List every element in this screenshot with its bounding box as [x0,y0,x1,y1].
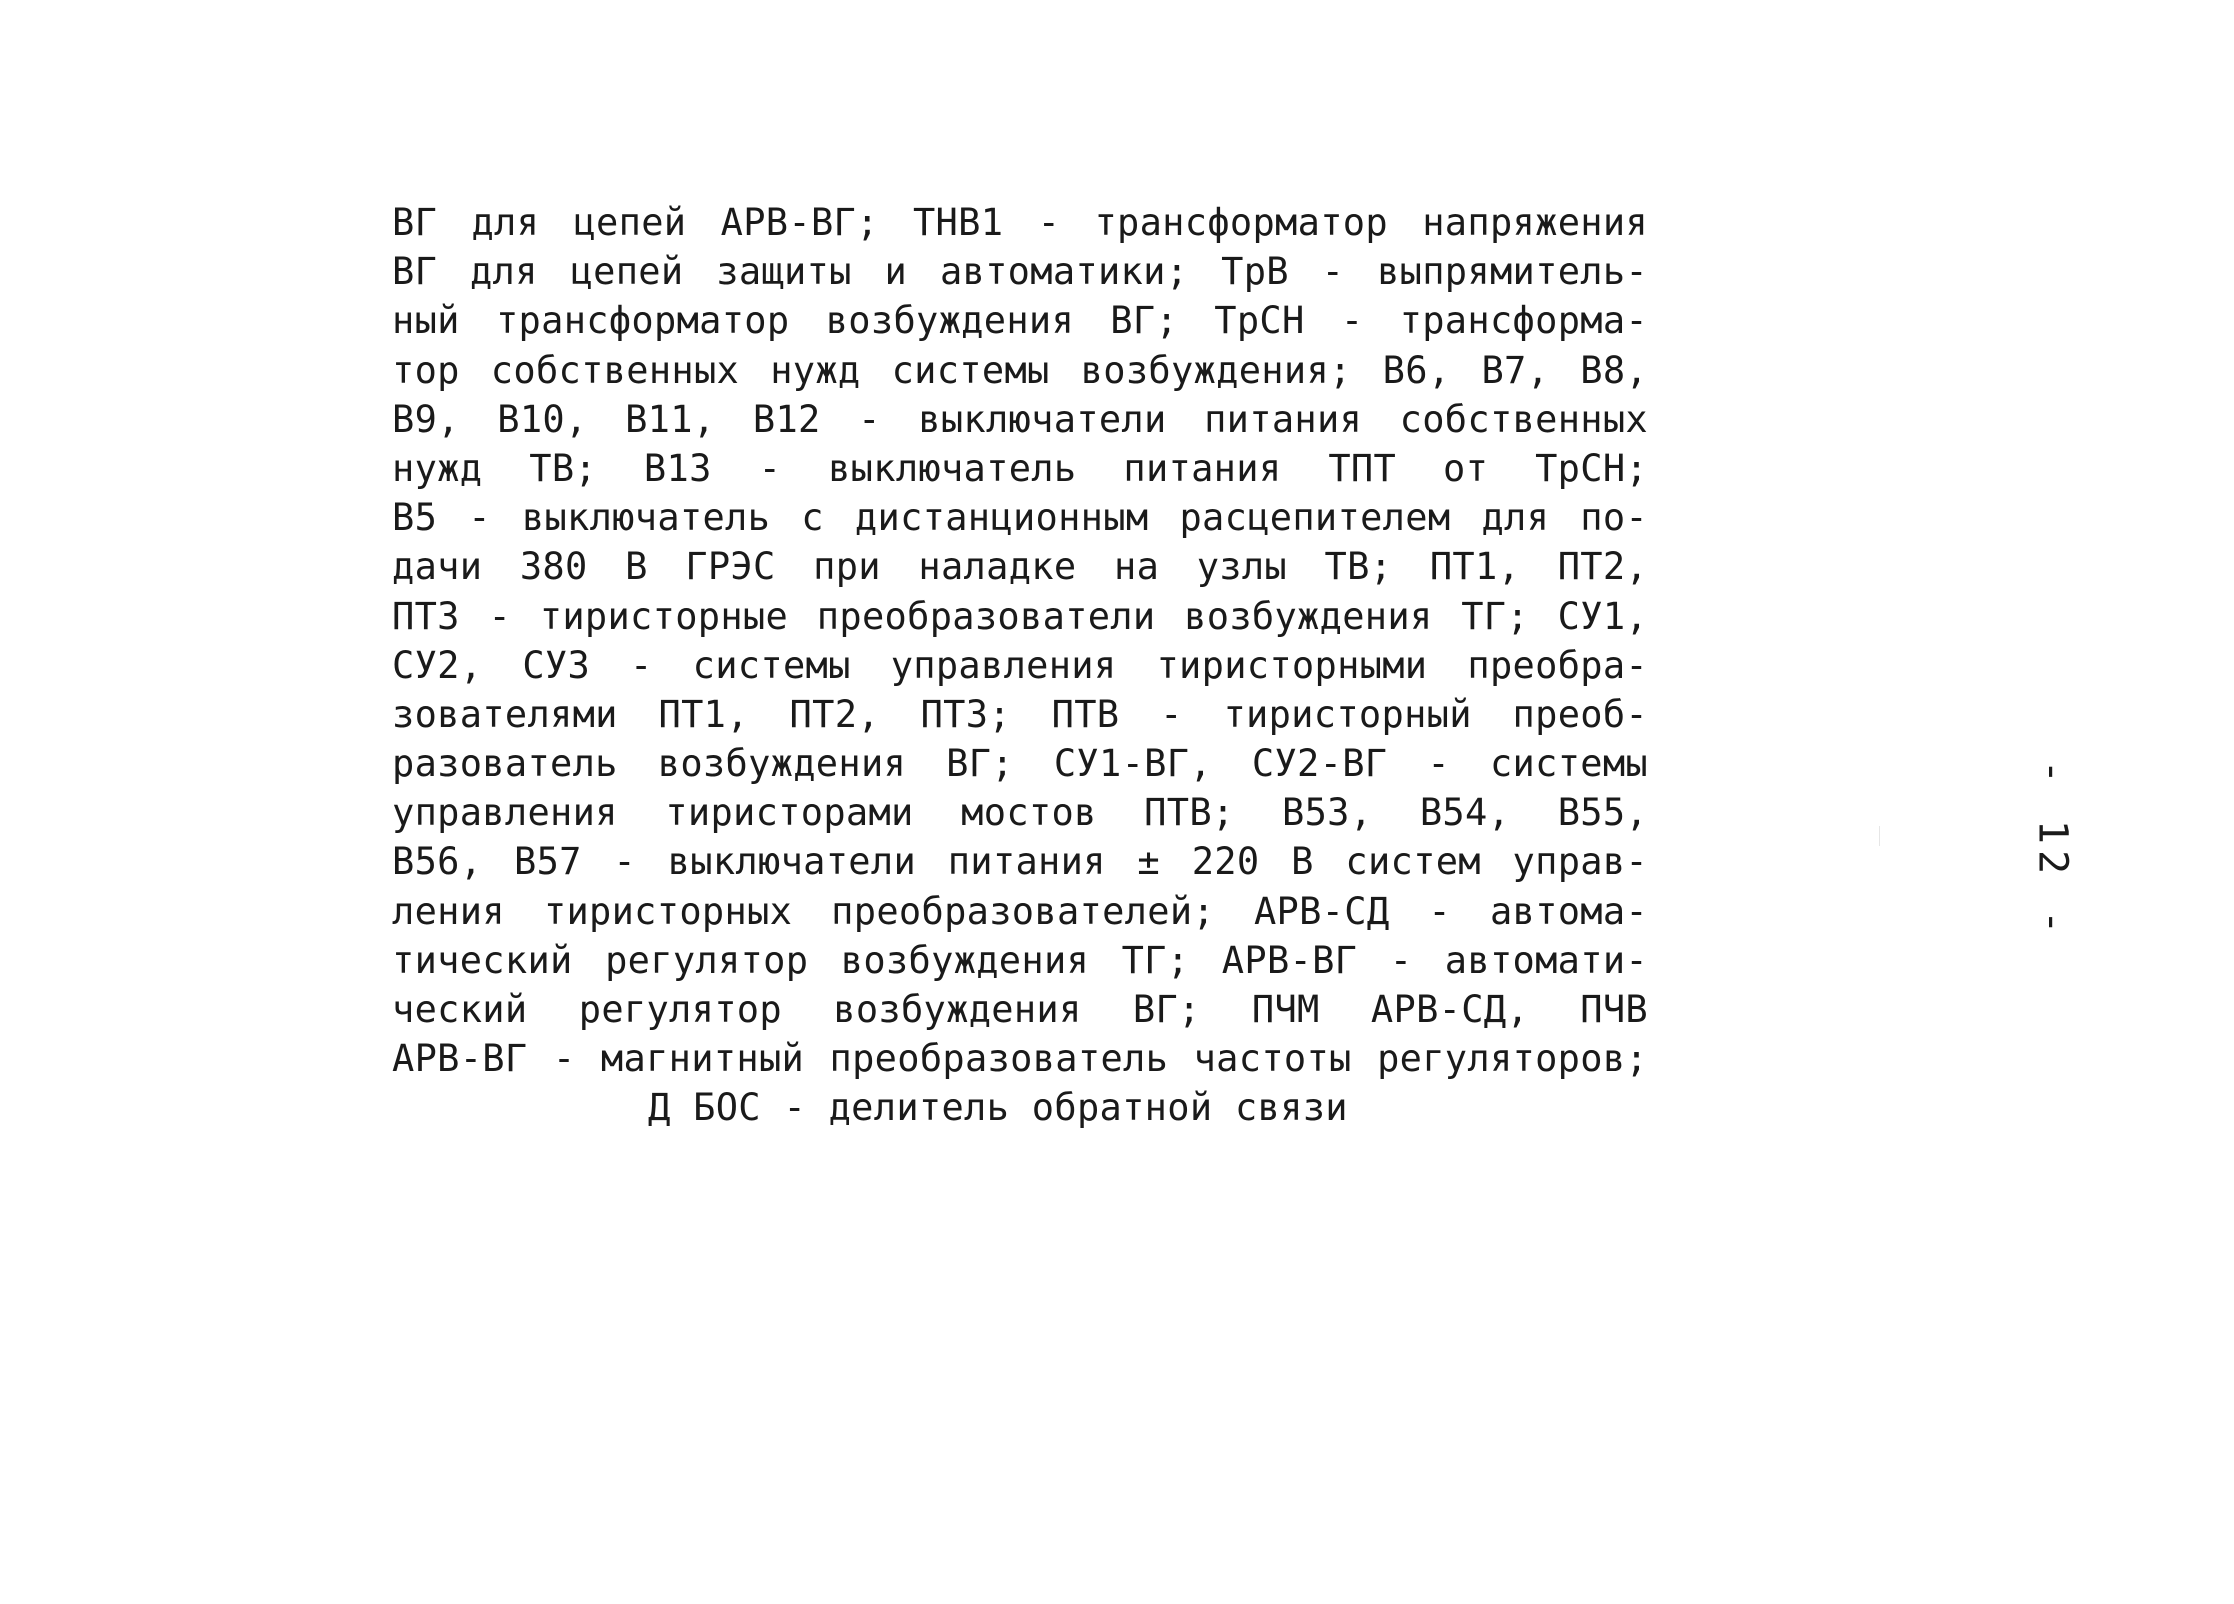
text-line: тический регулятор возбуждения ТГ; АРВ-ВГ - автомати- [392,938,1648,982]
text-line: АРВ-ВГ - магнитный преобразователь частоты регуляторов; [392,1037,1648,1081]
text-line: зователями ПТ1, ПТ2, ПТ3; ПТВ - тиристорный преоб- [392,692,1648,736]
text-line: разователь возбуждения ВГ; СУ1-ВГ, СУ2-ВГ - системы [392,742,1648,786]
page-number-label: - 12 - [2029,759,2075,941]
text-line: ВГ для цепей защиты и автоматики; ТрВ - выпрямитель- [392,250,1648,294]
text-line: нужд ТВ; В13 - выключатель питания ТПТ от ТрСН; [392,446,1648,490]
text-line: тор собственных нужд системы возбуждения; В6, В7, В8, [392,348,1648,392]
text-line: ПТ3 - тиристорные преобразователи возбуждения ТГ; СУ1, [392,594,1648,638]
text-line: управления тиристорами мостов ПТВ; В53, В54, В55, [392,791,1648,835]
text-line: ВГ для цепей АРВ-ВГ; ТНВ1 - трансформатор напряжения [392,201,1648,244]
text-line: дачи 380 В ГРЭС при наладке на узлы ТВ; ПТ1, ПТ2, [392,545,1648,589]
text-line: В56, В57 - выключатели питания ± 220 В систем управ- [392,840,1648,884]
text-line: ческий регулятор возбуждения ВГ; ПЧМ АРВ-СД, ПЧВ [392,988,1648,1031]
page-number [2022,759,2082,941]
legend-text-block [392,198,1648,1133]
text-line-final: Д БОС - делитель обратной связи [648,1086,1348,1130]
text-line: В9, В10, В11, В12 - выключатели питания собственных [392,397,1648,441]
text-line: ления тиристорных преобразователей; АРВ-СД - автома- [392,889,1648,933]
text-line: В5 - выключатель с дистанционным расцепителем для по- [392,496,1648,540]
scan-artifact [1879,826,1880,846]
text-line: ный трансформатор возбуждения ВГ; ТрСН - трансформа- [392,299,1648,343]
text-line: СУ2, СУ3 - системы управления тиристорными преобра- [392,643,1648,687]
